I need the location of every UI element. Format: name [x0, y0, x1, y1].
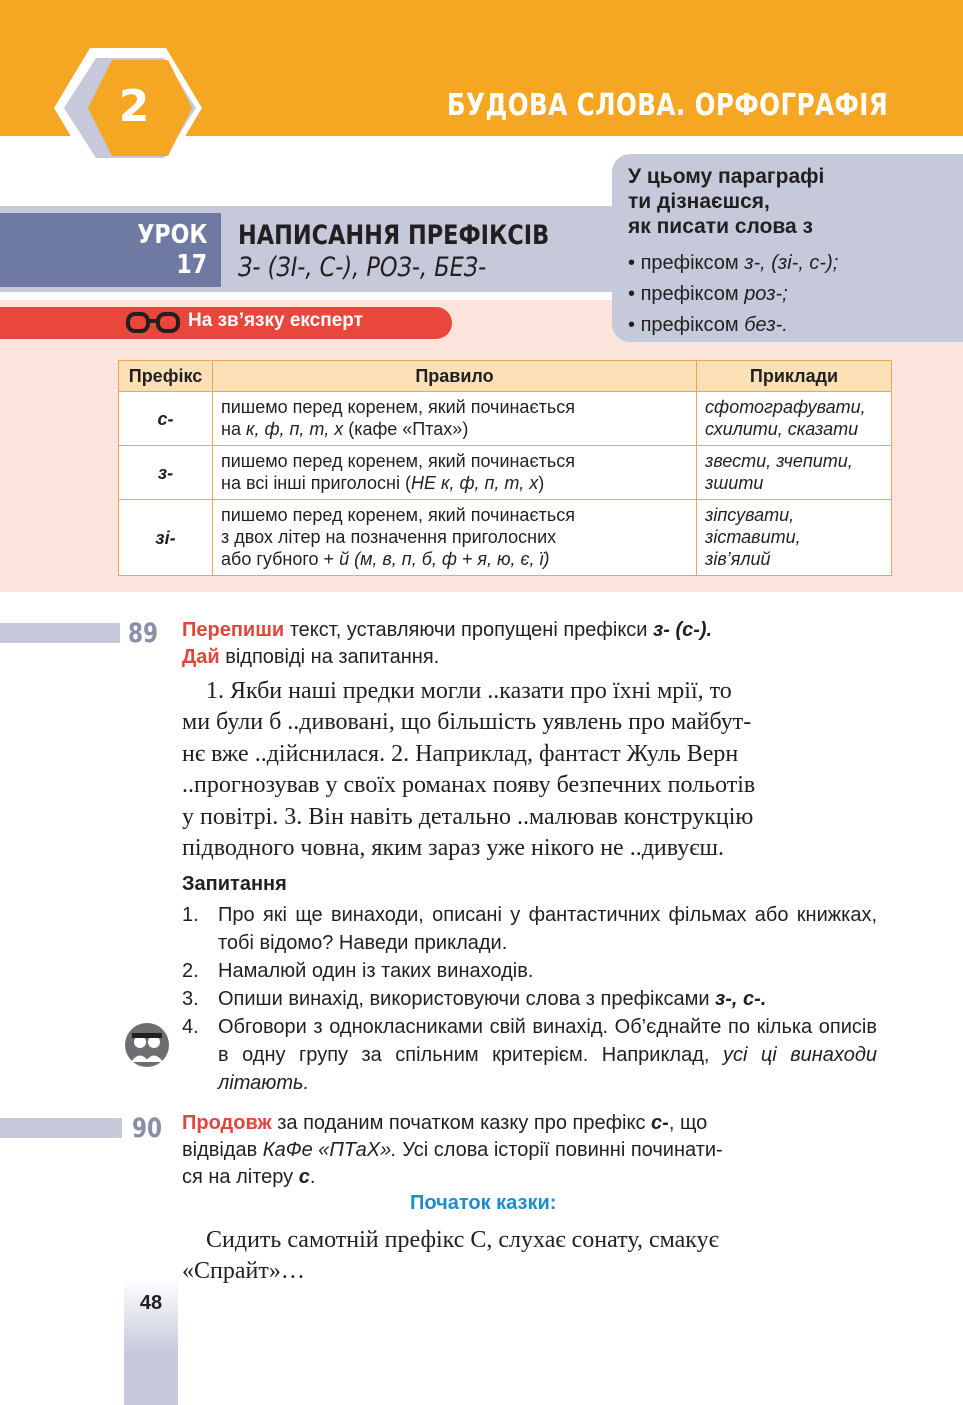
list-item: • префіксом роз-;: [628, 283, 788, 305]
list-item: • префіксом з-, (зі-, с-);: [628, 252, 839, 274]
prefix-cell: з-: [119, 446, 213, 500]
rule-cell: пишемо перед коренем, який починається з двох літер на позначення приголосних або губного + й (м, в, п, б, ф + я, ю, є, ї): [213, 500, 697, 576]
chapter-number: 2: [118, 80, 150, 132]
exercise-instruction: Перепиши текст, уставляючи пропущені префікси з- (с-). Дай відповіді на запитання.: [182, 619, 713, 668]
rule-cell: пишемо перед коренем, який починається на всі інші приголосні (НЕ к, ф, п, т, х): [213, 446, 697, 500]
table-row: [119, 392, 892, 446]
column-header: Правило: [213, 361, 697, 392]
column-header: Приклади: [697, 361, 892, 392]
exercise-passage: 1. Якби наші предки могли ..казати про їхні мрії, то ми були б ..дивовані, що більшість уявлень про майбут- нє вже ..дійснилася. 2. Наприклад, фантаст Жуль Верн ..прогнозував у своїх романах появу безпечних польотів у повітрі. 3. Він навіть детально ..малював конструкцію підводного човна, яким зараз уже нікого не ..дивуєш.: [182, 678, 756, 862]
table-row: [119, 500, 892, 576]
list-item: 2. Намалюй один із таких винаходів.: [182, 960, 534, 982]
expert-label: На зв’язку експерт: [188, 310, 363, 331]
chapter-title: БУДОВА СЛОВА. ОРФОГРАФІЯ: [446, 88, 888, 123]
glasses-icon: [125, 311, 181, 335]
list-item: 3. Опиши винахід, використовуючи слова з префіксами з-, с-.: [182, 988, 767, 1010]
questions-heading: Запитання: [182, 873, 287, 895]
list-item: • префіксом без-.: [628, 314, 788, 336]
page-number: 48: [139, 1292, 163, 1314]
exercise-number: 89: [128, 618, 159, 649]
lesson-number: 17: [176, 250, 207, 280]
lesson-word: УРОК: [136, 220, 207, 250]
list-item: 4. Обговори з однокласниками свій винахід. Об’єднайте по кілька описів в одну групу за спільним критерієм. Наприклад, усі ці винаходи літають.: [182, 1016, 877, 1094]
learning-goals-list: [628, 248, 838, 341]
prefix-cell: зі-: [119, 500, 213, 576]
list-item: 1. Про які ще винаходи, описані у фантастичних фільмах або книжках, тобі відомо? Наведи приклади.: [182, 904, 877, 954]
prefix-rules-table: [118, 360, 892, 576]
lesson-title: НАПИСАННЯ ПРЕФІКСІВ: [238, 220, 550, 251]
rule-cell: пишемо перед коренем, який починається на к, ф, п, т, х (кафе «Птах»): [213, 392, 697, 446]
table-header-row: [119, 361, 892, 392]
examples-cell: звести, зчепити, зшити: [697, 446, 892, 500]
learning-goals-heading: У цьому параграфі ти дізнаєшся, як писати слова з: [628, 165, 825, 238]
exercise-marker-strip: [0, 623, 120, 643]
table-row: [119, 446, 892, 500]
prefix-cell: с-: [119, 392, 213, 446]
exercise-instruction: Продовж за поданим початком казку про префікс с-, що відвідав КаФе «ПТаХ». Усі слова історії повинні починати- ся на літеру с.: [182, 1112, 723, 1188]
column-header: Префікс: [119, 361, 213, 392]
story-start-label: Початок казки:: [410, 1192, 557, 1214]
examples-cell: сфотографувати, схилити, сказати: [697, 392, 892, 446]
questions-list: [182, 901, 877, 1097]
lesson-tag: [0, 213, 221, 287]
exercise-number: 90: [132, 1113, 163, 1144]
exercise-marker-strip: [0, 1118, 122, 1138]
lesson-subtitle: З- (ЗІ-, С-), РОЗ-, БЕЗ-: [238, 252, 487, 283]
examples-cell: зіпсувати, зіставити, зів’ялий: [697, 500, 892, 576]
story-start-text: Сидить самотній префікс С, слухає сонату, смакує «Спрайт»…: [182, 1227, 719, 1285]
pair-work-icon: [124, 1022, 170, 1068]
